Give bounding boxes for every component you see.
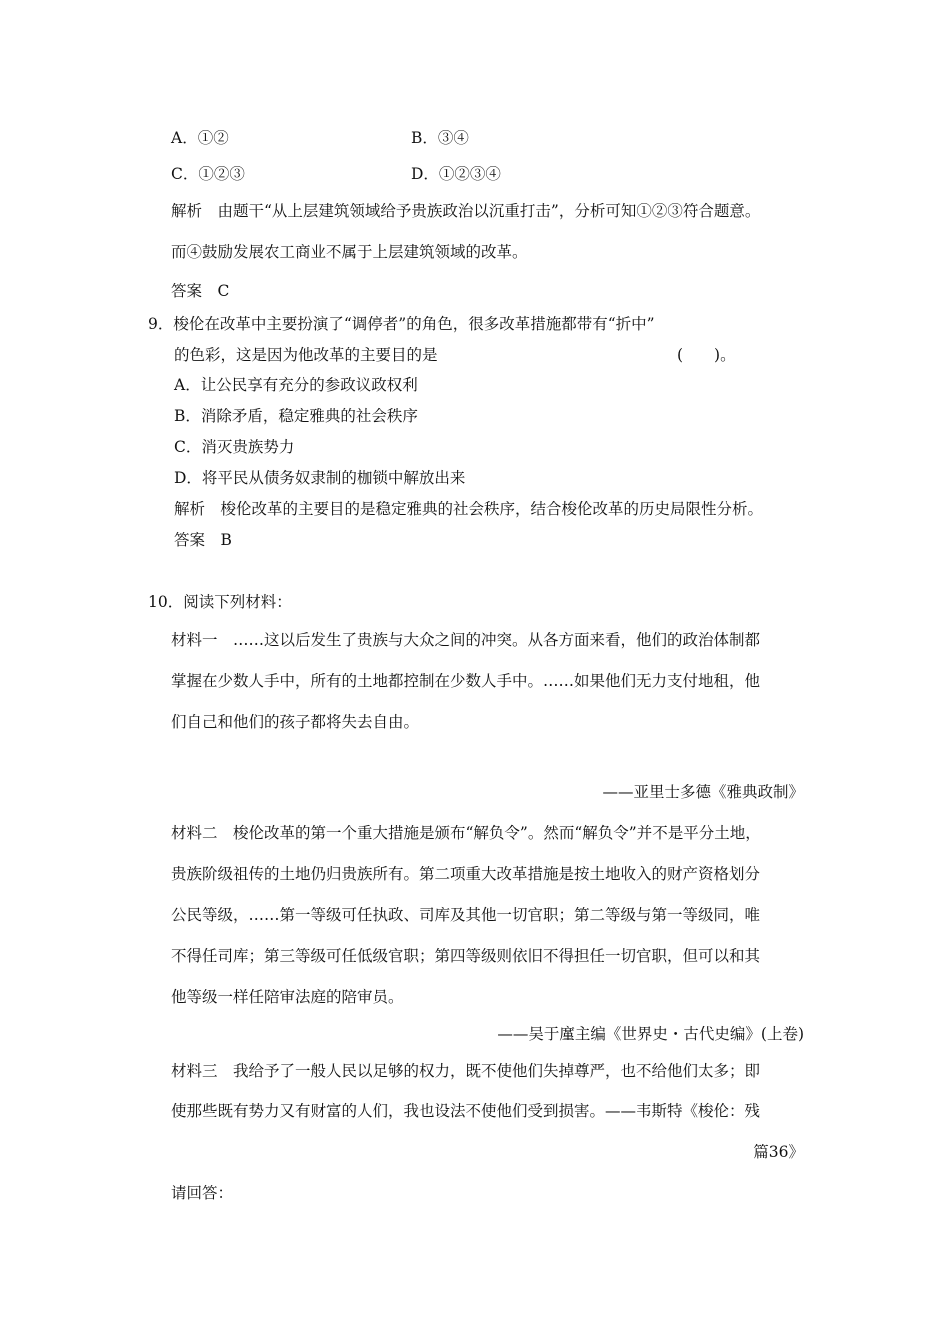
q10-material2-line3: 公民等级，……第一等级可任执政、司库及其他一切官职；第二等级与第一等级同，唯 [171, 906, 761, 924]
q10-material2-line5: 他等级一样任陪审法庭的陪审员。 [171, 988, 404, 1006]
q9-option-d: D．将平民从债务奴隶制的枷锁中解放出来 [174, 469, 466, 487]
q10-material3-line2: 使那些既有势力又有财富的人们，我也设法不使他们受到损害。——韦斯特《梭伦：残 [171, 1102, 761, 1120]
q10-material2-line2: 贵族阶级祖传的土地仍归贵族所有。第二项重大改革措施是按土地收入的财产资格划分 [171, 865, 761, 883]
q8-option-b: B．③④ [411, 129, 469, 147]
q10-material2-source: ——吴于廑主编《世界史・古代史编》(上卷) [497, 1025, 804, 1043]
q9-stem-line1: 9．梭伦在改革中主要扮演了“调停者”的角色，很多改革措施都带有“折中” [148, 315, 655, 333]
q9-option-b: B．消除矛盾，稳定雅典的社会秩序 [174, 407, 418, 425]
q10-material3-line1: 材料三 我给予了一般人民以足够的权力，既不使他们失掉尊严，也不给他们太多；即 [171, 1062, 761, 1080]
q8-answer: 答案 C [171, 282, 230, 300]
q10-material2-line1: 材料二 梭伦改革的第一个重大措施是颁布“解负令”。然而“解负令”并不是平分土地， [171, 824, 761, 842]
q9-option-a: A．让公民享有充分的参政议政权利 [174, 376, 418, 394]
q9-option-c: C．消灭贵族势力 [174, 438, 295, 456]
q10-material1-line3: 们自己和他们的孩子都将失去自由。 [171, 713, 420, 731]
q8-option-c: C．①②③ [171, 165, 245, 183]
q10-material2-line4: 不得任司库；第三等级可任低级官职；第四等级则依旧不得担任一切官职，但可以和其 [171, 947, 761, 965]
q9-analysis: 解析 梭伦改革的主要目的是稳定雅典的社会秩序，结合梭伦改革的历史局限性分析。 [174, 500, 764, 518]
q10-material1-line1: 材料一 ……这以后发生了贵族与大众之间的冲突。从各方面来看，他们的政治体制都 [171, 631, 761, 649]
q8-option-d: D．①②③④ [411, 165, 501, 183]
q8-option-a: A．①② [171, 129, 229, 147]
q8-analysis-line1: 解析 由题干“从上层建筑领域给予贵族政治以沉重打击”，分析可知①②③符合题意。 [171, 202, 761, 220]
q10-material1-source: ——亚里士多德《雅典政制》 [602, 783, 804, 801]
q9-answer: 答案 B [174, 531, 232, 549]
q10-material3-line3: 篇36》 [753, 1143, 804, 1161]
q9-answer-blank: ( )。 [677, 346, 736, 364]
q10-stem: 10．阅读下列材料： [148, 593, 292, 611]
q9-stem-line2: 的色彩，这是因为他改革的主要目的是 [174, 346, 438, 364]
q10-material1-line2: 掌握在少数人手中，所有的土地都控制在少数人手中。……如果他们无力支付地租，他 [171, 672, 761, 690]
q10-prompt: 请回答： [171, 1184, 234, 1202]
q8-analysis-line2: 而④鼓励发展农工商业不属于上层建筑领域的改革。 [171, 243, 528, 261]
